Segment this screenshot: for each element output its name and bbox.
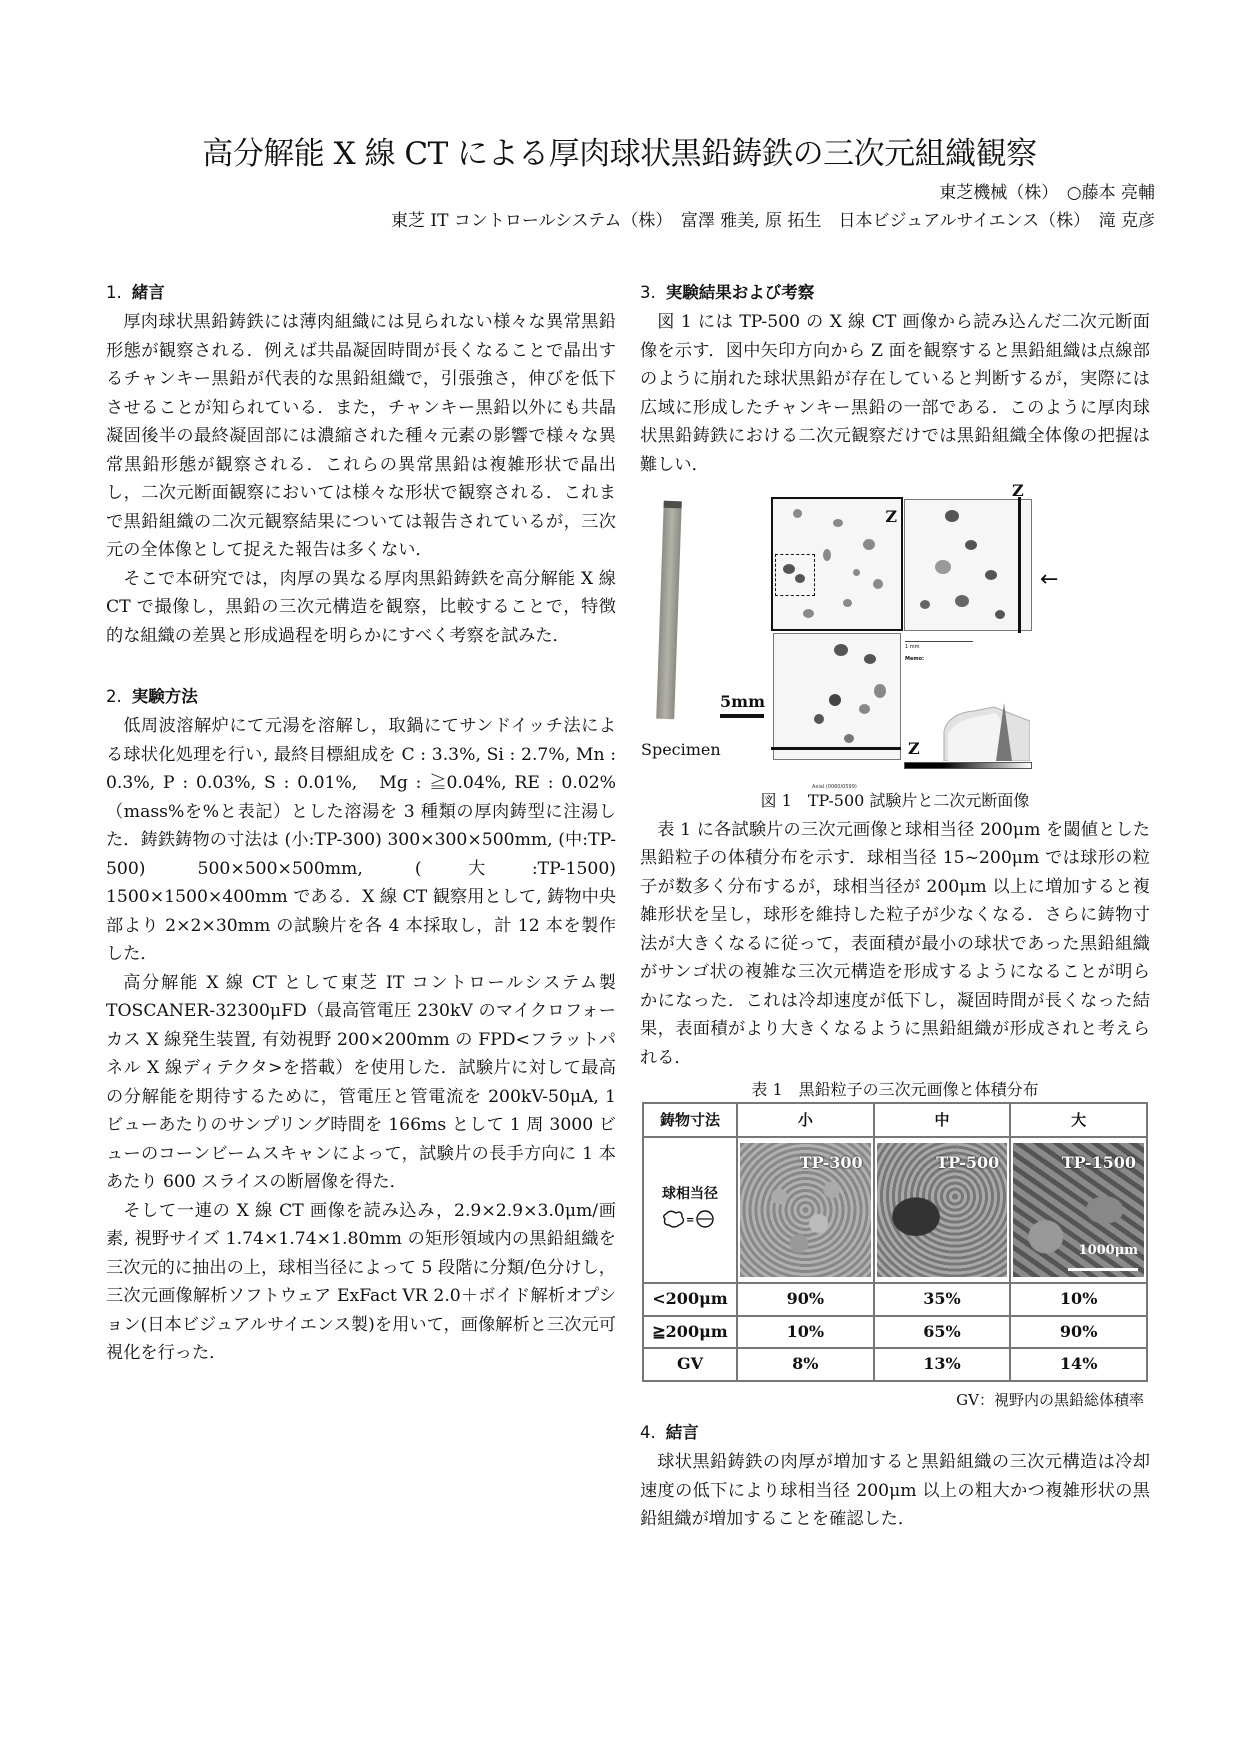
paper-title: 高分解能 X 線 CT による厚肉球状黒鉛鋳鉄の三次元組織観察 [202,136,1037,172]
table-row [643,1283,1147,1316]
header-cell: 大 [1010,1103,1147,1137]
z-marker: Z [908,739,920,758]
table-cell: 8% [737,1348,874,1381]
z-plane-line-vertical [1018,497,1021,633]
specimen-label: Specimen [641,740,721,759]
micrograph-scale-bar [1068,1268,1138,1271]
table-row [643,1348,1147,1381]
left-arrow-icon: ← [1040,567,1059,592]
section-heading-conclusion [640,1418,1150,1448]
table-note: GV：視野内の黒鉛総体積率 [956,1390,1144,1409]
micrograph-cell [874,1137,1011,1283]
micrograph-label: TP-500 [936,1153,1000,1172]
section-heading-intro [106,278,616,308]
specimen-scale-label: 5mm [720,692,765,711]
intro-paragraph-1: 厚肉球状黒鉛鋳鉄には薄肉組織には見られない様々な異常黒鉛形態が観察される．例えば共晶凝固時間が長くなることで晶出するチャンキー黒鉛が代表的な黒鉛組織で，引張強さ，伸びを低下させることが知られている．また，チャンキー黒鉛以外にも共晶凝固後半の最終凝固部には濃縮された種々元素の影響で様々な異常黒鉛形態が観察される．これらの異常黒鉛は複雑形状で晶出し，二次元断面観察においては様々な形状で観察される．これまで黒鉛組織の二次元観察結果については報告されているが，三次元の全体像として捉えた報告は多くない． [106,312,616,560]
intro-paragraph-2: そこで本研究では，肉厚の異なる厚肉黒鉛鋳鉄を高分解能 X 線 CT で撮像し，黒鉛の三次元構造を観察，比較することで，特徴的な組織の差異と形成過程を明らかにすべく考察を試みた． [106,568,616,646]
sagittal-ct-image [904,499,1032,631]
right-column [640,278,1150,1534]
table-cell: 90% [737,1283,874,1316]
table-header-row [643,1103,1147,1137]
table-1 [642,1102,1148,1382]
row-label: ≧200μm [643,1316,737,1349]
row-label: GV [643,1348,737,1381]
grayscale-bar [904,762,1032,769]
method-paragraph-2: 高分解能 X 線 CT として東芝 IT コントロールシステム製 TOSCANER-32300μFD（最高管電圧 230kV のマイクロフォーカス X 線発生装置, 有効視野 200×200mm の FPD<フラットパネル X 線ディテクタ>を搭載）を使用した．試験片に対して最高の分解能を期待するために，管電圧と管電流を 200kV-50μA, 1 ビューあたりのサンプリング時間を 166ms として 1 周 3000 ビューのコーンビームスキャンによって，試験片の長手方向に 1 本あたり 600 スライスの断層像を得た． [106,972,616,1192]
author-line-2: 東芝 IT コントロールシステム（株） 富澤 雅美, 原 拓生 日本ビジュアルサイエンス（株） 滝 克彦 [390,211,1155,231]
histogram-graphic [904,701,1030,761]
table-cell: 10% [1010,1283,1147,1316]
table-1-caption: 表 1 黒鉛粒子の三次元画像と体積分布 [751,1080,1039,1099]
micrograph-cell [1010,1137,1147,1283]
section-heading-method [106,682,616,712]
table-cell: 90% [1010,1316,1147,1349]
figure-1 [640,481,1150,790]
specimen-scale-bar [720,714,764,718]
micrograph-label: TP-1500 [1061,1153,1136,1172]
author-line-1: 東芝機械（株） ○藤本 亮輔 [939,183,1155,203]
micrograph-cell [737,1137,874,1283]
z-plane-line-horizontal [771,747,901,750]
svg-text:=: = [686,1215,695,1226]
method-paragraph-1: 低周波溶解炉にて元湯を溶解し，取鍋にてサンドイッチ法による球状化処理を行い, 最終目標組成を C : 3.3%, Si : 2.7%, Mn : 0.3%, P : 0.03%, S : 0.01%, Mg : ≧0.04%, RE : 0.02%（mass%を%と表記）とした溶湯を 3 種類の厚肉鋳型に注湯した．鋳鉄鋳物の寸法は (小:TP-300) 300×300×500mm, (中:TP-500) 500×500×500mm, (大:TP-1500) 1500×1500×400mm である．X 線 CT 観察用として, 鋳物中央部より 2×2×30mm の試験片を各 4 本採取し，計 12 本を製作した． [106,716,616,964]
micrograph-tp1500 [1013,1143,1144,1277]
section-number: 3. [640,283,656,302]
results-paragraph-2: 表 1 に各試験片の三次元画像と球相当径 200μm を閾値とした黒鉛粒子の体積分布を示す．球相当径 15~200μm では球形の粒子が数多く分布するが，球相当径が 200μm 以上に増加すると複雑形状を呈し，球形を維持した粒子が少なくなる．さらに鋳物寸法が大きくなるに従って，表面積が最小の球状であった黒鉛組織がサンゴ状の複雑な三次元構造を形成するようになることが明らかになった．これは冷却速度が低下し，凝固時間が長くなった結果，表面積がより大きくなるように黒鉛組織が形成されと考えられる． [640,819,1150,1068]
section-title: 実験方法 [131,687,198,706]
ct-scale-bar [905,641,973,642]
section-title: 緒言 [131,283,165,302]
memo-label: Memo: [905,656,925,662]
micrograph-scale-label: 1000μm [1078,1242,1138,1258]
z-marker: Z [1012,481,1024,500]
micrograph-tp500 [877,1143,1008,1277]
micrograph-tp300 [740,1143,871,1277]
table-cell: 65% [874,1316,1011,1349]
conclusion-paragraph: 球状黒鉛鋳鉄の肉厚が増加すると黒鉛組織の三次元構造は冷却速度の低下により球相当径 200μm 以上の粗大かつ複雑形状の黒鉛組織が増加することを確認した． [640,1452,1150,1529]
section-number: 1. [106,283,122,302]
header-cell: 小 [737,1103,874,1137]
image-row-label [643,1137,737,1283]
table-cell: 35% [874,1283,1011,1316]
table-image-row [643,1137,1147,1283]
axial-label: Axial (0060/0599) [812,784,857,790]
results-paragraph-1: 図 1 には TP-500 の X 線 CT 画像から読み込んだ二次元断面像を示す．図中矢印方向から Z 面を観察すると黒鉛組織は点線部のように崩れた球状黒鉛が存在していると判断するが，実際には広域に形成したチャンキー黒鉛の一部である．このように厚肉球状黒鉛鋳鉄における二次元観察だけでは黒鉛組織全体像の把握は難しい． [640,312,1150,475]
row-label: <200μm [643,1283,737,1316]
section-number: 4. [640,1423,656,1442]
table-cell: 14% [1010,1348,1147,1381]
table-cell: 13% [874,1348,1011,1381]
coronal-ct-image [771,497,903,631]
section-title: 結言 [665,1423,699,1442]
method-paragraph-3: そして一連の X 線 CT 画像を読み込み，2.9×2.9×3.0μm/画素, 視野サイズ 1.74×1.74×1.80mm の矩形領域内の黒鉛組織を三次元的に抽出の上，球相当径によって 5 段階に分類/色分けし，三次元画像解析ソフトウェア ExFact VR 2.0＋ボイド解析オプション(日本ビジュアルサイエンス製)を用いて，画像解析と三次元可視化を行った． [106,1200,616,1363]
axial-ct-image [773,633,901,760]
equivalent-sphere-icon [660,1208,720,1230]
specimen-photo [656,501,682,719]
section-number: 2. [106,687,122,706]
dotted-region [775,554,815,596]
figure-1-caption: 図 1 TP-500 試験片と二次元断面像 [760,791,1030,810]
header-cell: 鋳物寸法 [643,1103,737,1137]
table-cell: 10% [737,1316,874,1349]
z-marker: Z [885,507,897,526]
equivalent-diameter-label: 球相当径 [662,1185,718,1202]
left-column [106,278,616,1368]
section-title: 実験結果および考察 [665,283,815,302]
micrograph-label: TP-300 [799,1153,863,1172]
header-cell: 中 [874,1103,1011,1137]
ct-scale-label: 1 mm [905,644,920,650]
table-row [643,1316,1147,1349]
section-heading-results [640,278,1150,308]
